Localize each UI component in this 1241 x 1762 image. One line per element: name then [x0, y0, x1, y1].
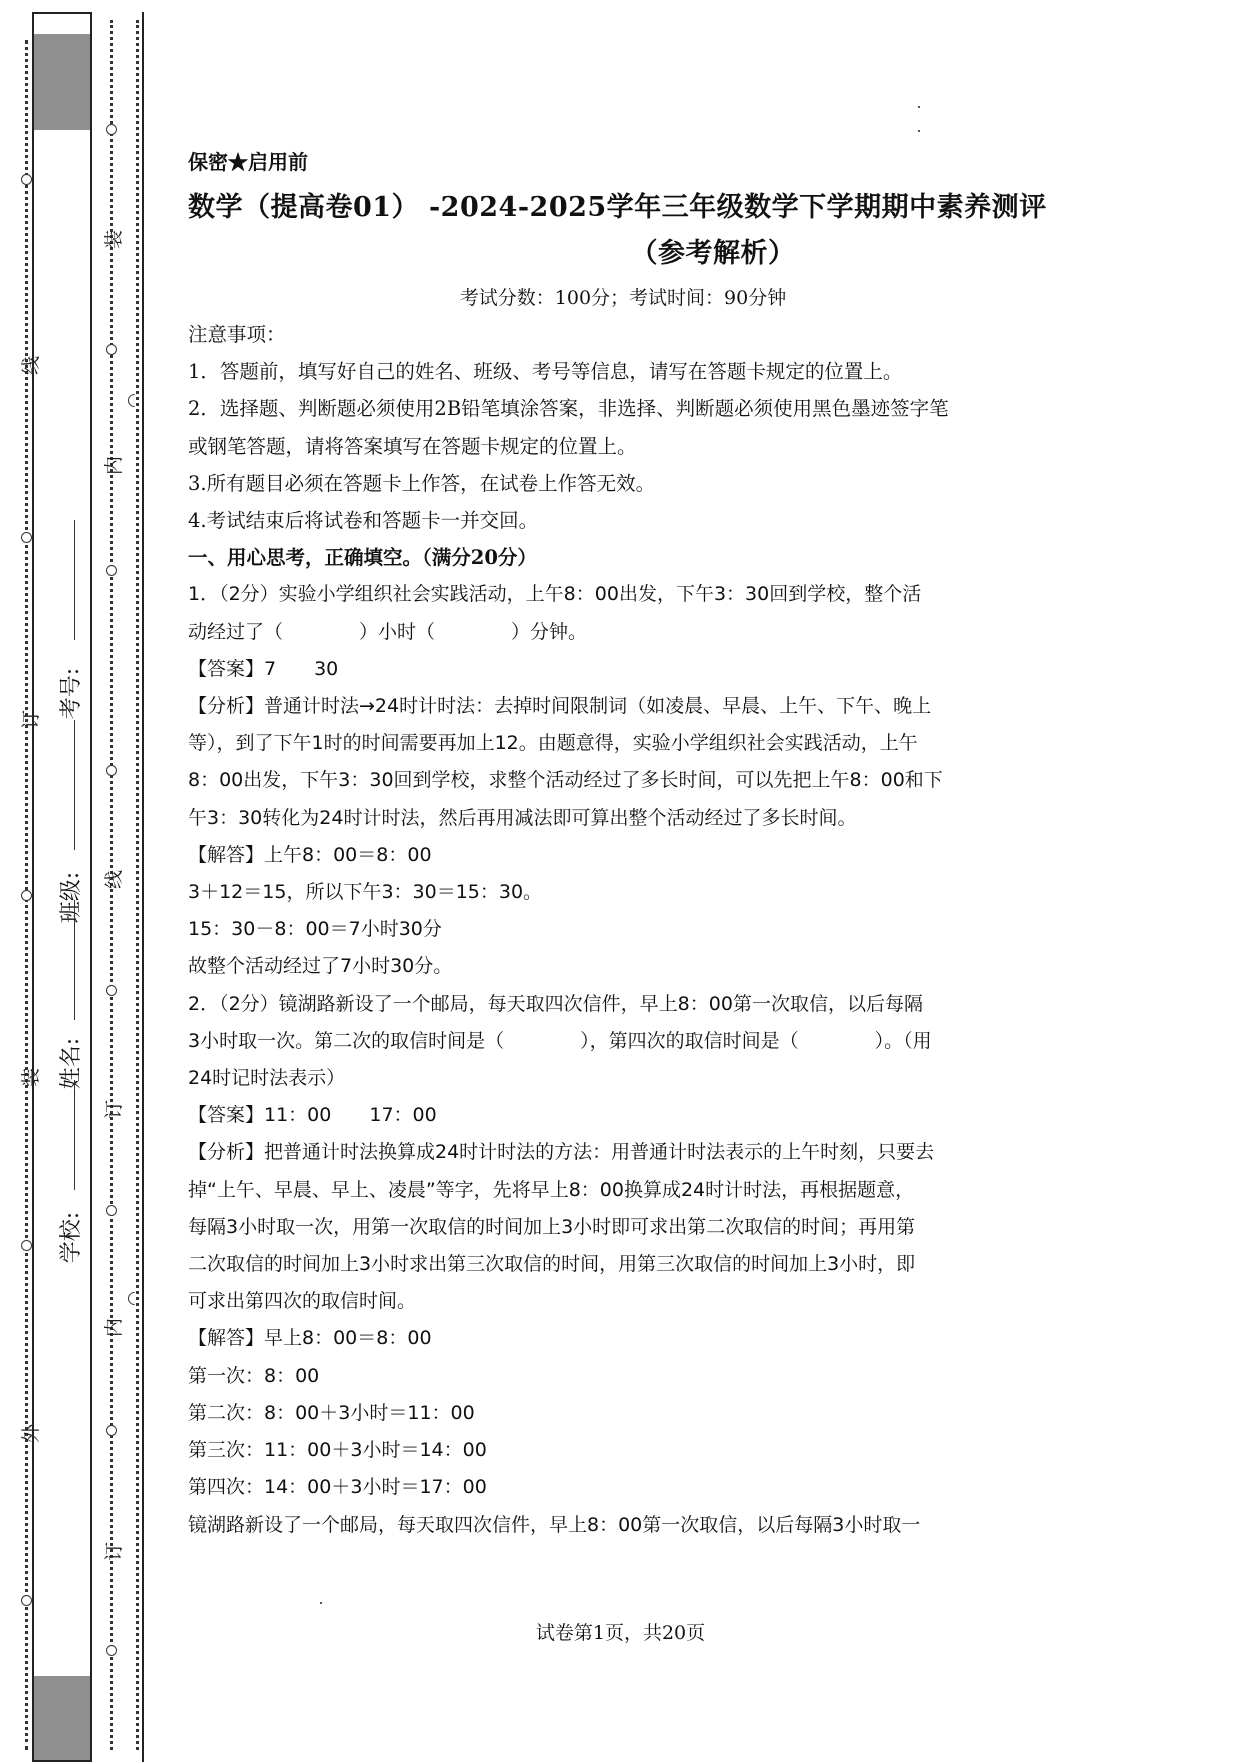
margin-char: 订: [20, 709, 43, 730]
margin-gray-block-bottom: [34, 1676, 90, 1760]
analysis-line: 8：00出发，下午3：30回到学校，求整个活动经过了多长时间，可以先把上午8：00和下: [188, 769, 943, 792]
scan-speck: [918, 106, 920, 108]
note-item: 3.所有题目必须在答题卡上作答，在试卷上作答无效。: [188, 471, 656, 495]
margin-char: 装: [20, 1067, 43, 1088]
note-item: 1．答题前，填写好自己的姓名、班级、考号等信息，请写在答题卡规定的位置上。: [188, 360, 903, 384]
margin-char: 线: [20, 355, 43, 376]
binding-hole-icon: [106, 765, 117, 776]
question-text: 动经过了（ ）小时（ ）分钟。: [188, 620, 588, 643]
page-footer: 试卷第1页，共20页: [535, 1622, 706, 1644]
question-text: 3小时取一次。第二次的取信时间是（ ），第四次的取信时间是（ ）。（用: [188, 1029, 932, 1052]
question-text: 2．（2分）镜湖路新设了一个邮局，每天取四次信件，早上8：00第一次取信，以后每隔: [188, 992, 923, 1015]
margin-char: 内: [103, 1317, 126, 1338]
confidential-mark: 保密★启用前: [188, 150, 308, 174]
inner-dotted-line: [136, 20, 139, 1750]
question-text: 1．（2分）实验小学组织社会实践活动，上午8：00出发，下午3：30回到学校，整个活: [188, 583, 922, 606]
analysis-line: 每隔3小时取一次，用第一次取信的时间加上3小时即可求出第二次取信的时间；再用第: [188, 1215, 916, 1238]
document-subtitle: （参考解析）: [630, 238, 796, 269]
binding-hole-icon: [106, 1205, 117, 1216]
class-label: 班级:: [59, 871, 85, 924]
class-blank[interactable]: [74, 720, 75, 850]
analysis-line: 掉“上午、早晨、早上、凌晨”等字，先将早上8：00换算成24时计时法，再根据题意，: [188, 1178, 915, 1201]
notes-heading: 注意事项：: [188, 323, 286, 346]
question-text: 24时记时法表示）: [188, 1067, 346, 1090]
binding-hole-icon: [21, 1240, 32, 1251]
section-heading: 一、用心思考，正确填空。（满分20分）: [188, 546, 537, 570]
binding-hole-icon: [106, 1425, 117, 1436]
answer-line: 【答案】11：00 17：00: [188, 1104, 437, 1127]
solution-line: 镜湖路新设了一个邮局，每天取四次信件，早上8：00第一次取信，以后每隔3小时取一: [188, 1513, 921, 1536]
solution-line: 第一次：8：00: [188, 1364, 320, 1387]
exam-number-label: 考号:: [59, 667, 85, 720]
document-content: [188, 146, 1048, 1544]
name-label: 姓名:: [59, 1037, 85, 1090]
note-item: 或钢笔答题，请将答案填写在答题卡规定的位置上。: [188, 434, 637, 458]
margin-char: 外: [20, 1423, 43, 1444]
binding-hole-icon: [21, 532, 32, 543]
note-item: 2．选择题、判断题必须使用2B铅笔填涂答案，非选择、判断题必须使用黑色墨迹签字笔: [188, 397, 949, 421]
binding-hole-icon: [106, 124, 117, 135]
binding-hole-icon: [21, 174, 32, 185]
exam-info: 考试分数：100分；考试时间：90分钟: [459, 287, 787, 309]
margin-char: 线: [103, 869, 126, 890]
binding-hole-icon: [106, 565, 117, 576]
analysis-line: 等），到了下午1时的时间需要再加上12。由题意得，实验小学组织社会实践活动，上午: [188, 732, 918, 755]
binding-hole-icon: [106, 1645, 117, 1656]
solution-line: 15：30－8：00＝7小时30分: [188, 918, 442, 941]
binding-hole-icon: [21, 890, 32, 901]
scan-speck: [918, 130, 920, 132]
margin-char: 订: [103, 1541, 126, 1562]
margin-char: 订: [103, 1099, 126, 1120]
analysis-line: 【分析】把普通计时法换算成24时计时法的方法：用普通计时法表示的上午时刻，只要去: [188, 1141, 935, 1164]
solution-line: 第四次：14：00＋3小时＝17：00: [188, 1476, 487, 1499]
solution-line: 3＋12＝15，所以下午3：30＝15：30。: [188, 881, 543, 904]
solution-line: 第三次：11：00＋3小时＝14：00: [188, 1439, 487, 1462]
binding-hole-icon: [21, 1595, 32, 1606]
scan-speck: [320, 1602, 322, 1604]
note-item: 4.考试结束后将试卷和答题卡一并交回。: [188, 509, 539, 533]
solution-line: 【解答】早上8：00＝8：00: [188, 1327, 432, 1350]
school-blank[interactable]: [74, 1080, 75, 1190]
margin-gray-block-top: [34, 34, 90, 130]
margin-char: 装: [103, 229, 126, 250]
binding-hole-icon: [106, 344, 117, 355]
solution-line: 故整个活动经过了7小时30分。: [188, 955, 453, 978]
analysis-line: 午3：30转化为24时计时法，然后再用减法即可算出整个活动经过了多长时间。: [188, 806, 857, 829]
analysis-line: 二次取信的时间加上3小时求出第三次取信的时间，用第三次取信的时间加上3小时，即: [188, 1253, 916, 1276]
solution-line: 【解答】上午8：00＝8：00: [188, 843, 432, 866]
answer-line: 【答案】7 30: [188, 657, 339, 680]
name-blank[interactable]: [74, 900, 75, 1020]
margin-char: 内: [103, 455, 126, 476]
analysis-line: 可求出第四次的取信时间。: [188, 1290, 417, 1313]
analysis-line: 【分析】普通计时法→24时计时法：去掉时间限制词（如凌晨、早晨、上午、下午、晚上: [188, 695, 932, 718]
exam-number-blank[interactable]: [74, 520, 75, 640]
binding-hole-icon: [106, 985, 117, 996]
solution-line: 第二次：8：00＋3小时＝11：00: [188, 1401, 475, 1424]
document-title: 数学（提高卷01） -2024-2025学年三年级数学下学期期中素养测评: [188, 192, 1047, 223]
school-label: 学校:: [59, 1211, 85, 1264]
